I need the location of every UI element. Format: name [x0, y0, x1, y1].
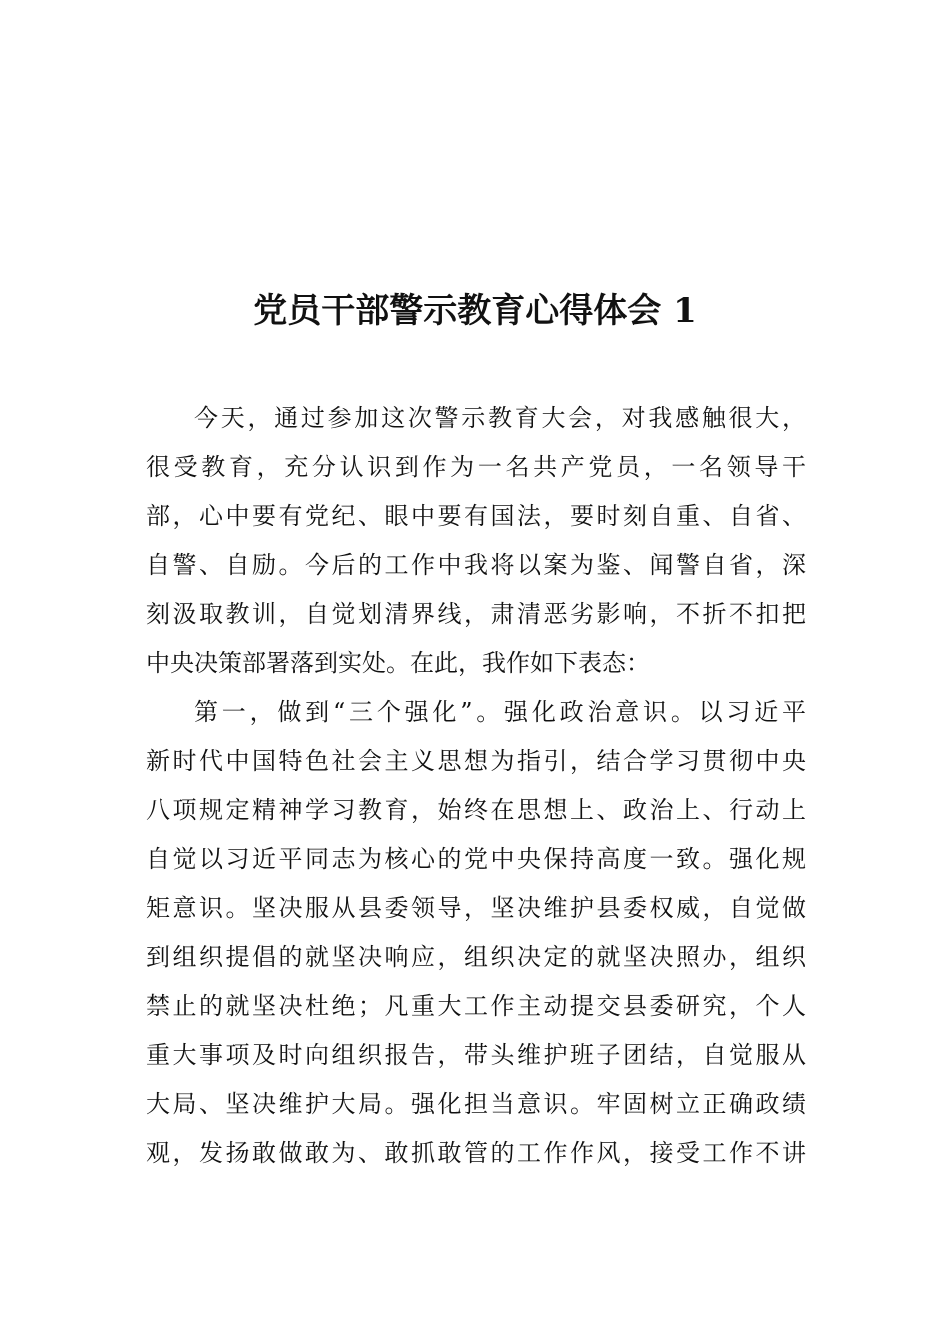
paragraph-1-line-3: 部，心中要有党纪、眼中要有国法，要时刻自重、自省、 — [146, 502, 806, 530]
paragraph-1-line-4: 自警、自励。今后的工作中我将以案为鉴、闻警自省，深 — [146, 551, 806, 579]
paragraph-1-line-6: 中央决策部署落到实处。在此，我作如下表态： — [146, 649, 650, 677]
paragraph-2-line-7: 禁止的就坚决杜绝；凡重大工作主动提交县委研究，个人 — [146, 992, 806, 1020]
document-body — [146, 394, 806, 1178]
document-title: 党员干部警示教育心得体会 1 — [253, 291, 697, 331]
paragraph-2-line-8: 重大事项及时向组织报告，带头维护班子团结，自觉服从 — [146, 1041, 806, 1069]
paragraph-2-line-4: 自觉以习近平同志为核心的党中央保持高度一致。强化规 — [146, 845, 806, 873]
paragraph-1-line-1: 今天，通过参加这次警示教育大会，对我感触很大， — [194, 404, 806, 432]
paragraph-2-line-5: 矩意识。坚决服从县委领导，坚决维护县委权威，自觉做 — [146, 894, 806, 922]
paragraph-2-line-2: 新时代中国特色社会主义思想为指引，结合学习贯彻中央 — [146, 747, 806, 775]
paragraph-2-line-6: 到组织提倡的就坚决响应，组织决定的就坚决照办，组织 — [146, 943, 806, 971]
paragraph-2-line-9: 大局、坚决维护大局。强化担当意识。牢固树立正确政绩 — [146, 1090, 806, 1118]
paragraph-2-line-3: 八项规定精神学习教育，始终在思想上、政治上、行动上 — [146, 796, 806, 824]
paragraph-2-line-10: 观，发扬敢做敢为、敢抓敢管的工作作风，接受工作不讲 — [146, 1139, 806, 1167]
paragraph-1-line-2: 很受教育，充分认识到作为一名共产党员，一名领导干 — [146, 453, 806, 481]
paragraph-1-line-5: 刻汲取教训，自觉划清界线，肃清恶劣影响，不折不扣把 — [146, 600, 806, 628]
paragraph-2-line-1: 第一，做到“三个强化”。强化政治意识。以习近平 — [194, 698, 806, 726]
